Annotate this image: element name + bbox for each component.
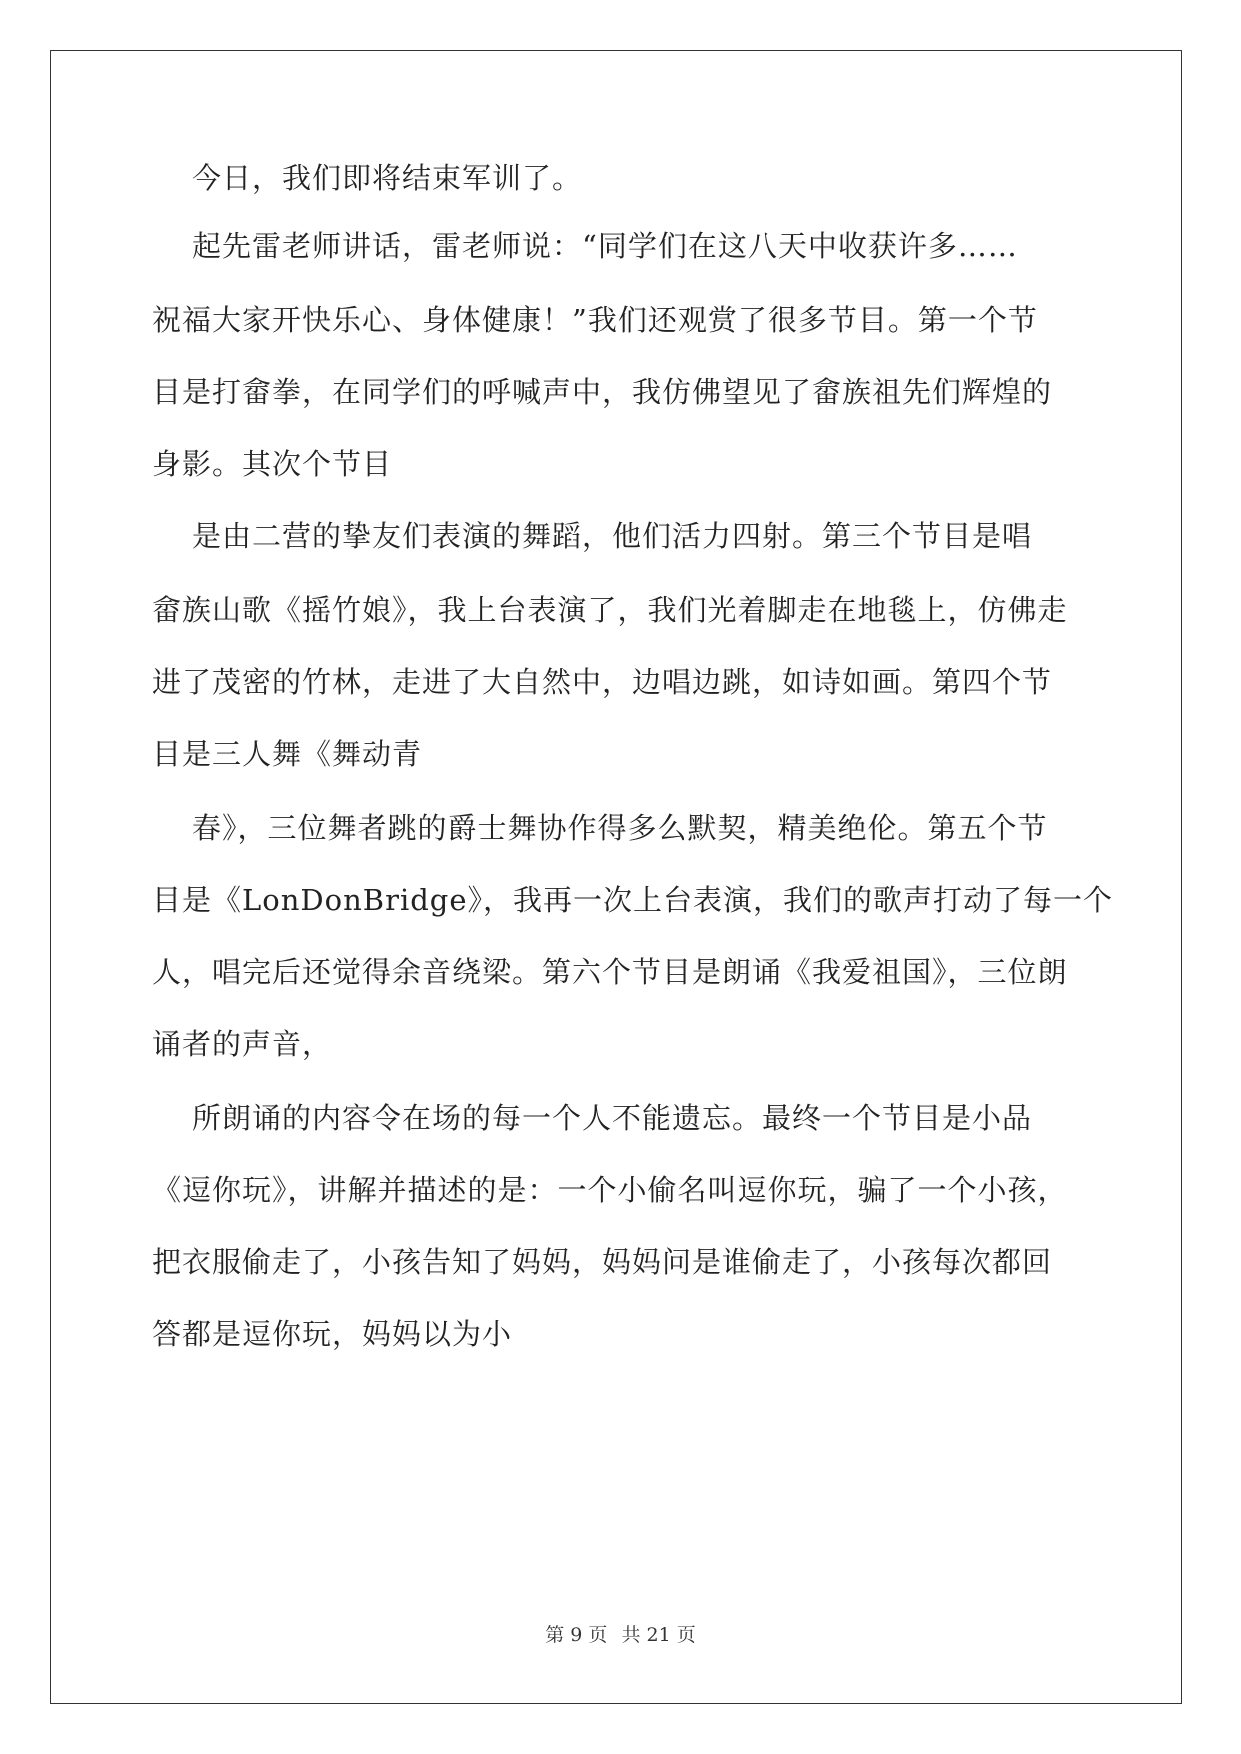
text-line: 今日，我们即将结束军训了。 <box>192 161 583 195</box>
text-line: 诵者的声音， <box>152 1027 333 1061</box>
text-line: 《逗你玩》，讲解并描述的是：一个小偷名叫逗你玩，骗了一个小孩， <box>152 1173 1068 1207</box>
text-line: 把衣服偷走了，小孩告知了妈妈，妈妈问是谁偷走了，小孩每次都回 <box>152 1245 1053 1279</box>
text-line: 目是三人舞《舞动青 <box>152 737 423 771</box>
text-line: 起先雷老师讲话，雷老师说：“同学们在这八天中收获许多…… <box>192 229 1018 263</box>
text-line: 祝福大家开快乐心、身体健康！”我们还观赏了很多节目。第一个节 <box>152 303 1038 337</box>
text-line: 所朗诵的内容令在场的每一个人不能遗忘。最终一个节目是小品 <box>192 1101 1033 1135</box>
page-number: 第 9 页 <box>545 1624 608 1646</box>
page-frame <box>50 50 1182 1704</box>
text-line: 进了茂密的竹林，走进了大自然中，边唱边跳，如诗如画。第四个节 <box>152 665 1053 699</box>
text-line: 目是打畲拳，在同学们的呼喊声中，我仿佛望见了畲族祖先们辉煌的 <box>152 375 1053 409</box>
text-line: 畲族山歌《摇竹娘》，我上台表演了，我们光着脚走在地毯上，仿佛走 <box>152 593 1068 627</box>
text-line: 是由二营的挚友们表演的舞蹈，他们活力四射。第三个节目是唱 <box>192 519 1033 553</box>
page-footer <box>0 1620 1241 1647</box>
text-line: 目是《LonDonBridge》，我再一次上台表演，我们的歌声打动了每一个 <box>152 883 1114 917</box>
text-line: 春》，三位舞者跳的爵士舞协作得多么默契，精美绝伦。第五个节 <box>192 811 1048 845</box>
text-line: 人，唱完后还觉得余音绕梁。第六个节目是朗诵《我爱祖国》，三位朗 <box>152 955 1068 989</box>
text-line: 答都是逗你玩，妈妈以为小 <box>152 1317 513 1351</box>
text-line: 身影。其次个节目 <box>152 447 393 481</box>
page-total: 共 21 页 <box>621 1624 696 1646</box>
